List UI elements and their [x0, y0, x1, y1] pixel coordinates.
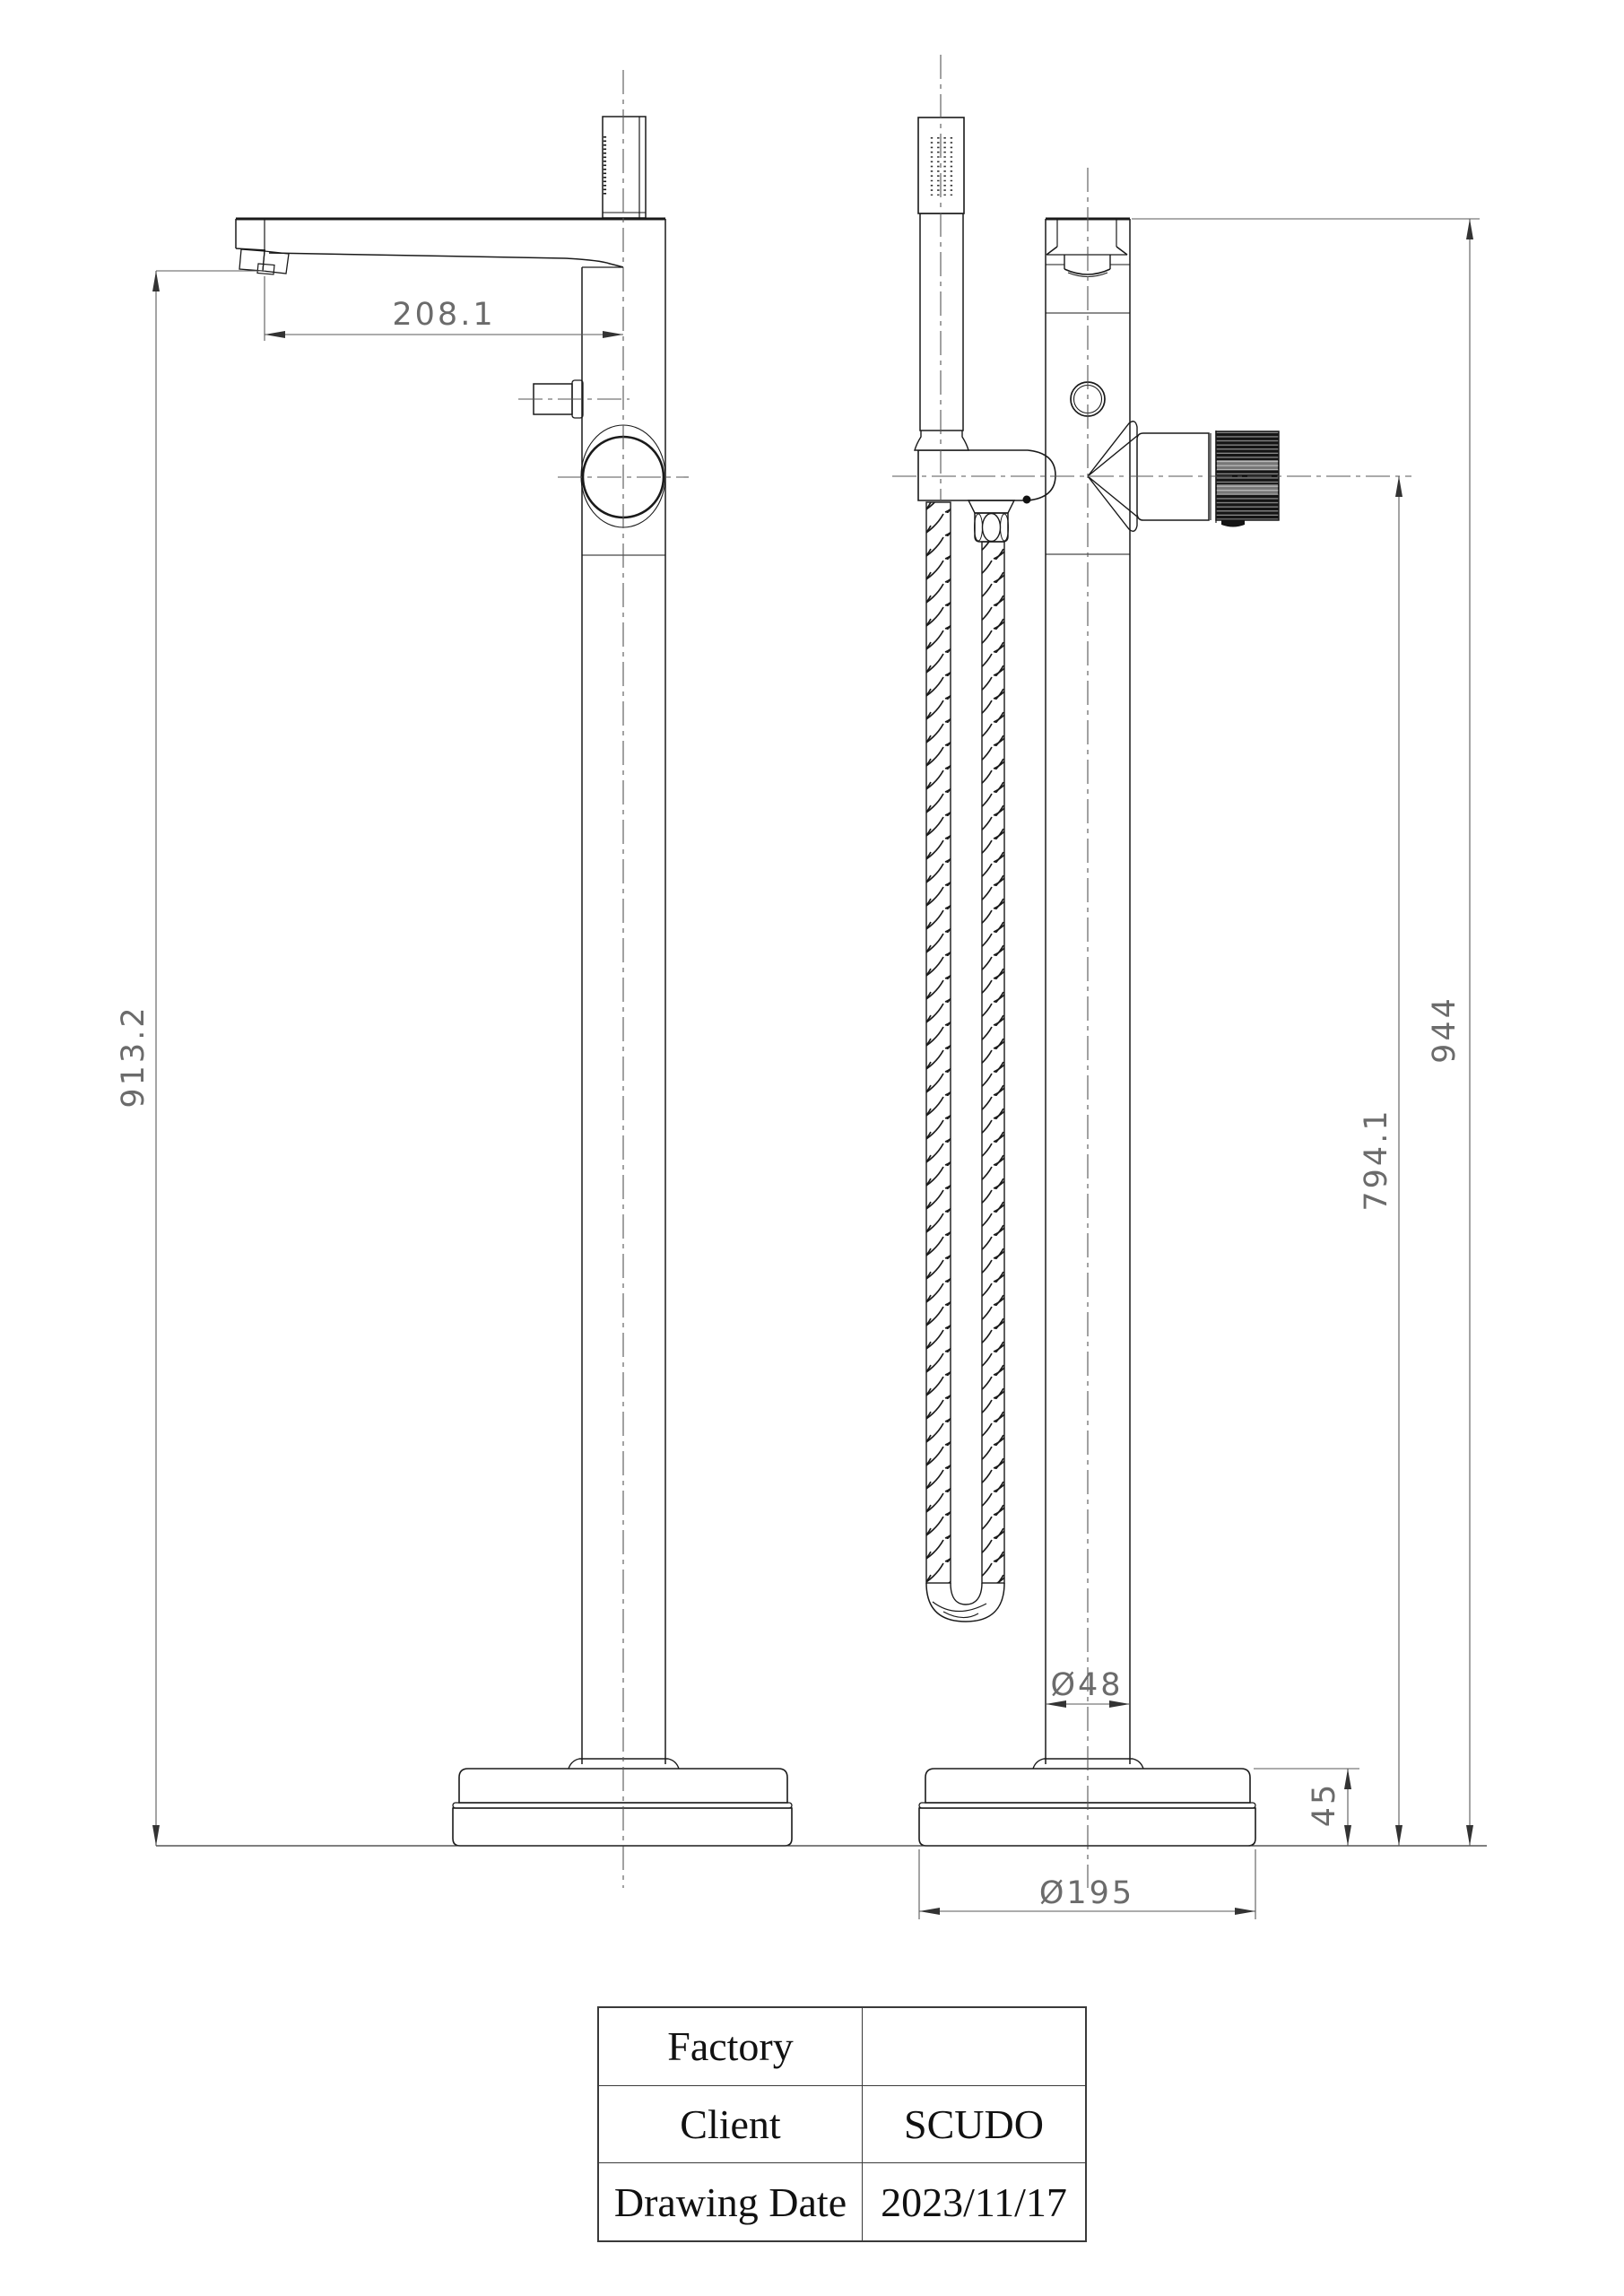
dim-base-diameter-text: Ø195 — [1038, 1875, 1135, 1911]
title-block — [597, 2006, 1087, 2242]
hose-ubend-inner — [951, 1583, 982, 1605]
drawing-date-label: Drawing Date — [599, 2163, 863, 2240]
hose-ubend-outer — [926, 1583, 1004, 1622]
factory-label: Factory — [599, 2008, 863, 2085]
spout-aerator — [239, 249, 265, 271]
title-block-row-drawing-date — [599, 2162, 1085, 2240]
dim-left-height-text: 913.2 — [116, 1004, 152, 1109]
centerlines — [518, 55, 1411, 1888]
title-block-row-client — [599, 2085, 1085, 2163]
hose-clamp — [968, 500, 1014, 513]
spout-underside — [269, 253, 623, 267]
knob-bump — [1221, 520, 1245, 527]
title-block-row-factory — [599, 2008, 1085, 2085]
handshower-handle — [920, 213, 963, 430]
client-value: SCUDO — [904, 2101, 1044, 2147]
client-label: Client — [599, 2086, 863, 2163]
hose-left — [926, 502, 951, 1583]
drawing-date-value: 2023/11/17 — [881, 2179, 1067, 2225]
holder-pin-dot — [1023, 496, 1031, 504]
front-view — [236, 117, 792, 1846]
hose-right — [982, 542, 1004, 1583]
hose-swivel — [975, 513, 1008, 542]
dim-mixer-height-text: 794.1 — [1359, 1108, 1394, 1212]
dim-spout-reach-text: 208.1 — [392, 297, 496, 333]
dim-column-diameter-text: Ø48 — [1050, 1667, 1124, 1703]
dim-base-thickness-text: 45 — [1307, 1781, 1342, 1828]
dimension-texts — [116, 297, 1463, 1911]
dim-overall-height-text: 944 — [1427, 996, 1463, 1064]
factory-value — [863, 2008, 1085, 2085]
shower-holder — [918, 450, 1055, 500]
handshower-bell — [915, 429, 968, 450]
front-base-lower — [453, 1808, 792, 1846]
side-view — [915, 117, 1279, 1846]
dimension-lines — [156, 219, 1480, 1919]
